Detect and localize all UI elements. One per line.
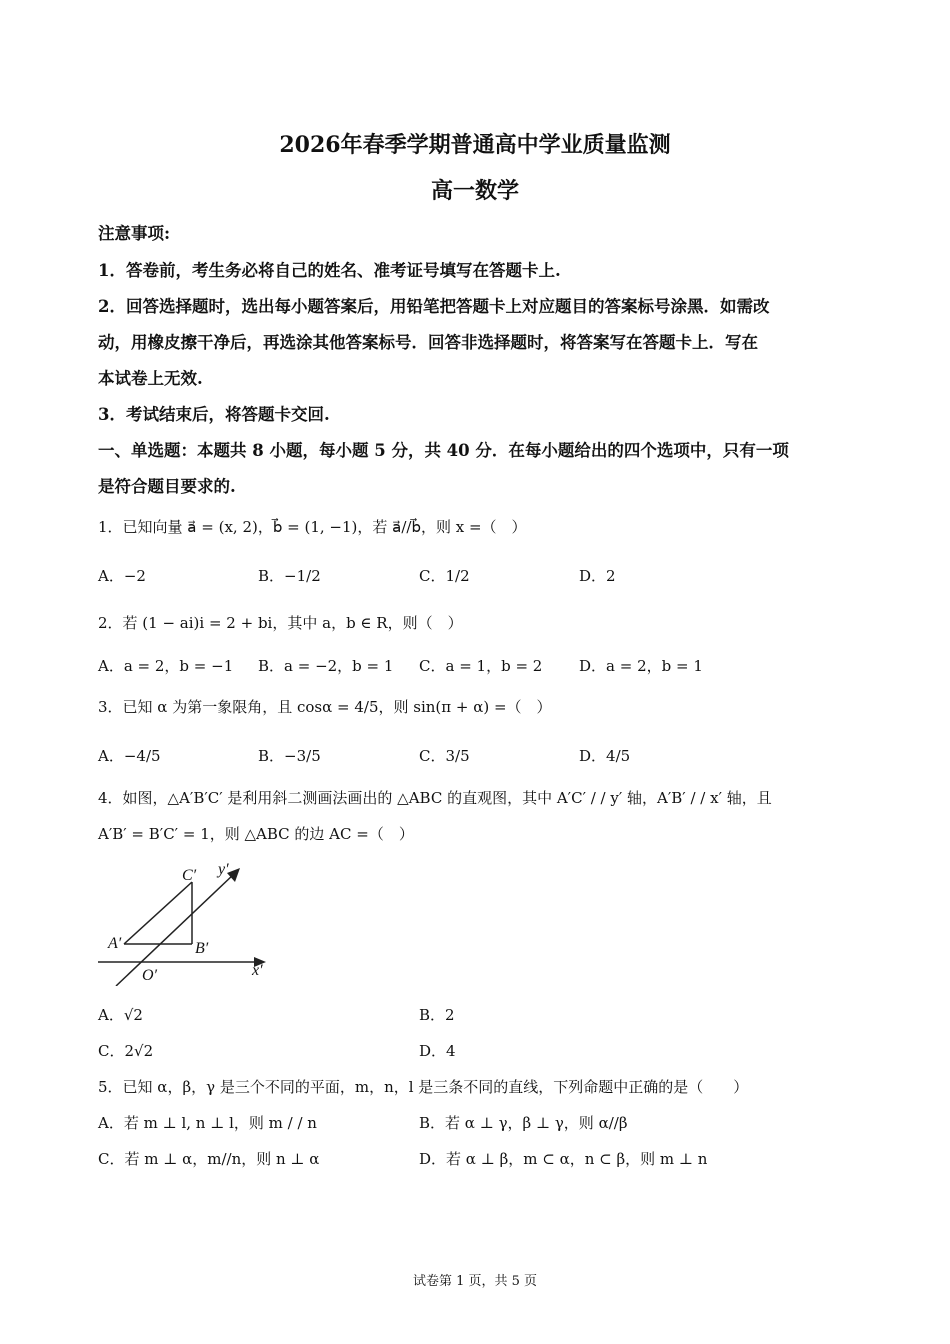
- section-heading-line2: 是符合题目要求的.: [98, 477, 236, 496]
- question-5-option-c: C．若 m ⊥ α，m//n，则 n ⊥ α: [98, 1150, 320, 1168]
- question-3-option-a: A．−4/5: [98, 747, 161, 765]
- notice-line-2b: 动，用橡皮擦干净后，再选涂其他答案标号．回答非选择题时，将答案写在答题卡上．写在: [98, 333, 758, 352]
- question-1-stem: 1．已知向量 a⃗ = (x, 2)，b⃗ = (1, −1)，若 a⃗//b⃗，则 x =（ ）: [98, 518, 527, 536]
- question-3-stem: 3．已知 α 为第一象限角，且 cosα = 4/5，则 sin(π + α) =（ ）: [98, 698, 552, 716]
- label-c-prime: C′: [182, 867, 197, 884]
- question-3-option-b: B．−3/5: [258, 747, 321, 765]
- label-a-prime: A′: [108, 935, 122, 952]
- question-5-option-d: D．若 α ⊥ β，m ⊂ α，n ⊂ β，则 m ⊥ n: [419, 1150, 708, 1168]
- question-1-option-b: B．−1/2: [258, 567, 321, 585]
- question-4-option-a: A．√2: [98, 1006, 143, 1024]
- label-x-prime: x′: [252, 962, 263, 979]
- question-2-option-b: B．a = −2，b = 1: [258, 657, 394, 675]
- label-o-prime: O′: [142, 967, 158, 984]
- y-axis-line: [116, 874, 234, 986]
- question-4-option-b: B．2: [419, 1006, 455, 1024]
- question-3-option-c: C．3/5: [419, 747, 470, 765]
- exam-title: 2026年春季学期普通高中学业质量监测: [279, 132, 671, 158]
- question-5-option-b: B．若 α ⊥ γ，β ⊥ γ，则 α//β: [419, 1114, 628, 1132]
- notice-heading: 注意事项:: [98, 224, 171, 243]
- notice-line-2c: 本试卷上无效.: [98, 369, 203, 388]
- question-5-stem: 5．已知 α，β，γ 是三个不同的平面，m，n，l 是三条不同的直线，下列命题中正确的是（ ）: [98, 1078, 749, 1096]
- question-2-stem: 2．若 (1 − ai)i = 2 + bi，其中 a，b ∈ R，则（ ）: [98, 614, 463, 632]
- section-heading-line1: 一、单选题：本题共 8 小题，每小题 5 分，共 40 分．在每小题给出的四个选项中，只有一项: [98, 441, 789, 460]
- question-1-option-d: D．2: [579, 567, 616, 585]
- question-5-option-a: A．若 m ⊥ l, n ⊥ l，则 m / / n: [98, 1114, 317, 1132]
- question-4-option-c: C．2√2: [98, 1042, 154, 1060]
- question-4-option-d: D．4: [419, 1042, 456, 1060]
- question-4-stem-line2: A′B′ = B′C′ = 1，则 △ABC 的边 AC =（ ）: [98, 825, 414, 843]
- question-3-option-d: D．4/5: [579, 747, 631, 765]
- question-1-option-a: A．−2: [98, 567, 146, 585]
- notice-line-1: 1．答卷前，考生务必将自己的姓名、准考证号填写在答题卡上.: [98, 261, 561, 280]
- question-2-option-a: A．a = 2，b = −1: [98, 657, 234, 675]
- question-2-option-d: D．a = 2，b = 1: [579, 657, 703, 675]
- oblique-projection-figure: [96, 858, 276, 986]
- question-2-option-c: C．a = 1，b = 2: [419, 657, 543, 675]
- page-footer: 试卷第 1 页，共 5 页: [412, 1274, 538, 1289]
- notice-line-3: 3．考试结束后，将答题卡交回.: [98, 405, 330, 424]
- label-y-prime: y′: [218, 861, 229, 878]
- question-1-option-c: C．1/2: [419, 567, 470, 585]
- side-a-c: [124, 882, 192, 944]
- question-4-stem-line1: 4．如图，△A′B′C′ 是利用斜二测画法画出的 △ABC 的直观图，其中 A′C′ / / y′ 轴，A′B′ / / x′ 轴，且: [98, 789, 772, 807]
- subject-title: 高一数学: [430, 178, 519, 204]
- y-axis-arrow: [227, 868, 240, 882]
- label-b-prime: B′: [195, 940, 209, 957]
- notice-line-2a: 2．回答选择题时，选出每小题答案后，用铅笔把答题卡上对应题目的答案标号涂黑．如需改: [98, 297, 770, 316]
